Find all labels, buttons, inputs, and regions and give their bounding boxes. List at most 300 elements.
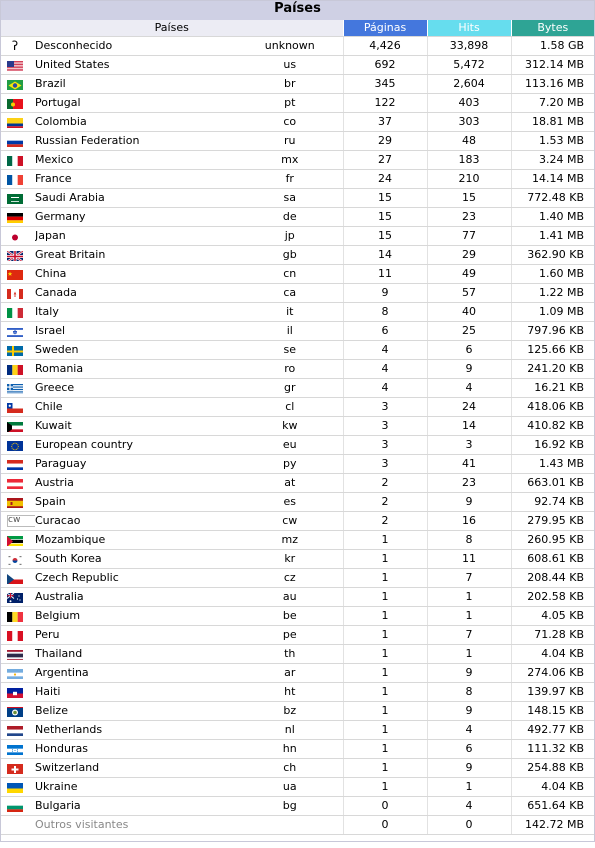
flag-bz-icon	[1, 702, 35, 721]
hits-value: 25	[427, 322, 511, 341]
pages-value: 15	[343, 189, 427, 208]
bytes-value: 260.95 KB	[511, 531, 594, 550]
pages-value: 1	[343, 664, 427, 683]
bytes-value: 608.61 KB	[511, 550, 594, 569]
flag-cn-icon	[1, 265, 35, 284]
table-row	[1, 626, 594, 645]
bytes-value: 139.97 KB	[511, 683, 594, 702]
country-code: eu	[237, 436, 343, 455]
pages-value: 8	[343, 303, 427, 322]
hits-value: 8	[427, 683, 511, 702]
hits-value: 4	[427, 797, 511, 816]
flag-pt-icon	[1, 94, 35, 113]
bytes-value: 16.21 KB	[511, 379, 594, 398]
country-name: France	[35, 170, 237, 189]
hits-value: 303	[427, 113, 511, 132]
country-name: Sweden	[35, 341, 237, 360]
pages-value: 11	[343, 265, 427, 284]
pages-value: 1	[343, 778, 427, 797]
flag-gb-icon	[1, 246, 35, 265]
flag-au-icon	[1, 588, 35, 607]
hits-value: 49	[427, 265, 511, 284]
hits-value: 9	[427, 759, 511, 778]
country-name: Australia	[35, 588, 237, 607]
country-name: Japan	[35, 227, 237, 246]
hits-value: 1	[427, 778, 511, 797]
table-row	[1, 37, 594, 56]
hits-value: 1	[427, 588, 511, 607]
table-row	[1, 113, 594, 132]
bytes-value: 92.74 KB	[511, 493, 594, 512]
country-name: Czech Republic	[35, 569, 237, 588]
table-row	[1, 417, 594, 436]
country-code: gb	[237, 246, 343, 265]
table-row	[1, 778, 594, 797]
table-row	[1, 303, 594, 322]
hits-value: 57	[427, 284, 511, 303]
country-code: at	[237, 474, 343, 493]
table-row	[1, 816, 594, 835]
hits-value: 7	[427, 626, 511, 645]
table-row	[1, 512, 594, 531]
country-code: unknown	[237, 37, 343, 56]
pages-value: 15	[343, 227, 427, 246]
pages-value: 2	[343, 474, 427, 493]
country-name: Desconhecido	[35, 37, 237, 56]
country-code: bg	[237, 797, 343, 816]
flag-jp-icon	[1, 227, 35, 246]
country-code: ar	[237, 664, 343, 683]
bytes-value: 4.04 KB	[511, 645, 594, 664]
country-code: cw	[237, 512, 343, 531]
country-name: Curacao	[35, 512, 237, 531]
country-code: de	[237, 208, 343, 227]
country-name: Portugal	[35, 94, 237, 113]
country-name: Canada	[35, 284, 237, 303]
table-row	[1, 588, 594, 607]
country-name: Romania	[35, 360, 237, 379]
country-code: pe	[237, 626, 343, 645]
country-name: Colombia	[35, 113, 237, 132]
pages-value: 2	[343, 493, 427, 512]
hits-value: 77	[427, 227, 511, 246]
country-code: kr	[237, 550, 343, 569]
country-code: cl	[237, 398, 343, 417]
country-name: Greece	[35, 379, 237, 398]
country-name: China	[35, 265, 237, 284]
country-name: Chile	[35, 398, 237, 417]
pages-value: 1	[343, 759, 427, 778]
broken-image-alt: cw	[7, 515, 35, 527]
header-countries: Países	[1, 20, 343, 37]
table-row	[1, 740, 594, 759]
country-code: nl	[237, 721, 343, 740]
header-hits: Hits	[427, 20, 511, 37]
hits-value: 4	[427, 379, 511, 398]
hits-value: 2,604	[427, 75, 511, 94]
header-row	[1, 20, 594, 37]
flag-ua-icon	[1, 778, 35, 797]
bytes-value: 14.14 MB	[511, 170, 594, 189]
flag-us-icon	[1, 56, 35, 75]
table-row	[1, 531, 594, 550]
country-code: bz	[237, 702, 343, 721]
flag-es-icon	[1, 493, 35, 512]
country-code: ua	[237, 778, 343, 797]
country-code: fr	[237, 170, 343, 189]
flag-hn-icon	[1, 740, 35, 759]
country-code: pt	[237, 94, 343, 113]
pages-value: 29	[343, 132, 427, 151]
hits-value: 8	[427, 531, 511, 550]
country-code: th	[237, 645, 343, 664]
country-name: Ukraine	[35, 778, 237, 797]
flag-pe-icon	[1, 626, 35, 645]
hits-value: 9	[427, 702, 511, 721]
bytes-value: 492.77 KB	[511, 721, 594, 740]
unknown-flag-icon: ʔ	[1, 37, 35, 56]
country-code: es	[237, 493, 343, 512]
flag-co-icon	[1, 113, 35, 132]
pages-value: 15	[343, 208, 427, 227]
pages-value: 24	[343, 170, 427, 189]
bytes-value: 3.24 MB	[511, 151, 594, 170]
country-code: kw	[237, 417, 343, 436]
bytes-value: 71.28 KB	[511, 626, 594, 645]
flag-de-icon	[1, 208, 35, 227]
hits-value: 183	[427, 151, 511, 170]
country-name: Germany	[35, 208, 237, 227]
country-code: ro	[237, 360, 343, 379]
pages-value: 27	[343, 151, 427, 170]
country-name: Austria	[35, 474, 237, 493]
bytes-value: 772.48 KB	[511, 189, 594, 208]
country-name: Netherlands	[35, 721, 237, 740]
table-row	[1, 75, 594, 94]
flag-cl-icon	[1, 398, 35, 417]
country-code: ca	[237, 284, 343, 303]
country-name: Outros visitantes	[35, 816, 237, 835]
bytes-value: 1.40 MB	[511, 208, 594, 227]
bytes-value: 18.81 MB	[511, 113, 594, 132]
flag-ro-icon	[1, 360, 35, 379]
bytes-value: 312.14 MB	[511, 56, 594, 75]
panel-title: Países	[1, 1, 594, 20]
bytes-value: 241.20 KB	[511, 360, 594, 379]
bytes-value: 1.53 MB	[511, 132, 594, 151]
country-code: it	[237, 303, 343, 322]
pages-value: 1	[343, 645, 427, 664]
country-name: Saudi Arabia	[35, 189, 237, 208]
table-row	[1, 208, 594, 227]
country-name: Belize	[35, 702, 237, 721]
table-row	[1, 797, 594, 816]
pages-value: 1	[343, 702, 427, 721]
bytes-value: 4.04 KB	[511, 778, 594, 797]
hits-value: 24	[427, 398, 511, 417]
hits-value: 4	[427, 721, 511, 740]
flag-eu-icon	[1, 436, 35, 455]
flag-be-icon	[1, 607, 35, 626]
broken-image-icon	[1, 512, 35, 531]
country-name: South Korea	[35, 550, 237, 569]
flag-at-icon	[1, 474, 35, 493]
hits-value: 16	[427, 512, 511, 531]
country-name: Switzerland	[35, 759, 237, 778]
table-row	[1, 151, 594, 170]
table-row	[1, 645, 594, 664]
flag-bg-icon	[1, 797, 35, 816]
hits-value: 23	[427, 474, 511, 493]
pages-value: 3	[343, 455, 427, 474]
flag-ru-icon	[1, 132, 35, 151]
hits-value: 40	[427, 303, 511, 322]
hits-value: 33,898	[427, 37, 511, 56]
flag-mx-icon	[1, 151, 35, 170]
flag-il-icon	[1, 322, 35, 341]
country-name: Spain	[35, 493, 237, 512]
table-row	[1, 455, 594, 474]
table-row	[1, 341, 594, 360]
pages-value: 1	[343, 740, 427, 759]
pages-value: 4	[343, 379, 427, 398]
table-row	[1, 550, 594, 569]
country-name: United States	[35, 56, 237, 75]
country-name: Mozambique	[35, 531, 237, 550]
hits-value: 1	[427, 607, 511, 626]
bytes-value: 113.16 MB	[511, 75, 594, 94]
table-row	[1, 360, 594, 379]
flag-py-icon	[1, 455, 35, 474]
country-name: Kuwait	[35, 417, 237, 436]
flag-mz-icon	[1, 531, 35, 550]
pages-value: 692	[343, 56, 427, 75]
country-name: Israel	[35, 322, 237, 341]
table-row	[1, 398, 594, 417]
pages-value: 345	[343, 75, 427, 94]
pages-value: 14	[343, 246, 427, 265]
country-code: py	[237, 455, 343, 474]
country-name: Russian Federation	[35, 132, 237, 151]
country-code: se	[237, 341, 343, 360]
country-code: ru	[237, 132, 343, 151]
table-row	[1, 474, 594, 493]
country-code: co	[237, 113, 343, 132]
bytes-value: 1.60 MB	[511, 265, 594, 284]
country-name: Brazil	[35, 75, 237, 94]
bytes-value: 142.72 MB	[511, 816, 594, 835]
hits-value: 15	[427, 189, 511, 208]
hits-value: 9	[427, 664, 511, 683]
bytes-value: 1.22 MB	[511, 284, 594, 303]
hits-value: 6	[427, 740, 511, 759]
country-name: Haiti	[35, 683, 237, 702]
country-name: Great Britain	[35, 246, 237, 265]
table-row	[1, 759, 594, 778]
hits-value: 7	[427, 569, 511, 588]
flag-kr-icon	[1, 550, 35, 569]
flag-kw-icon	[1, 417, 35, 436]
country-code: be	[237, 607, 343, 626]
pages-value: 1	[343, 683, 427, 702]
pages-value: 1	[343, 607, 427, 626]
hits-value: 1	[427, 645, 511, 664]
bytes-value: 410.82 KB	[511, 417, 594, 436]
bytes-value: 16.92 KB	[511, 436, 594, 455]
pages-value: 1	[343, 531, 427, 550]
country-name: Argentina	[35, 664, 237, 683]
bytes-value: 148.15 KB	[511, 702, 594, 721]
pages-value: 2	[343, 512, 427, 531]
bytes-value: 418.06 KB	[511, 398, 594, 417]
pages-value: 1	[343, 588, 427, 607]
flag-nl-icon	[1, 721, 35, 740]
pages-value: 1	[343, 550, 427, 569]
bytes-value: 274.06 KB	[511, 664, 594, 683]
hits-value: 403	[427, 94, 511, 113]
table-row	[1, 379, 594, 398]
pages-value: 1	[343, 569, 427, 588]
table-row	[1, 227, 594, 246]
bytes-value: 1.58 GB	[511, 37, 594, 56]
pages-value: 4	[343, 341, 427, 360]
flag-it-icon	[1, 303, 35, 322]
country-code: il	[237, 322, 343, 341]
bytes-value: 1.41 MB	[511, 227, 594, 246]
country-name: Peru	[35, 626, 237, 645]
table-row	[1, 132, 594, 151]
country-name: European country	[35, 436, 237, 455]
table-row	[1, 721, 594, 740]
table-row	[1, 284, 594, 303]
pages-value: 122	[343, 94, 427, 113]
pages-value: 0	[343, 816, 427, 835]
bytes-value: 7.20 MB	[511, 94, 594, 113]
country-code: ch	[237, 759, 343, 778]
flag-empty	[1, 816, 35, 835]
bytes-value: 4.05 KB	[511, 607, 594, 626]
country-code: hn	[237, 740, 343, 759]
table-row	[1, 94, 594, 113]
pages-value: 1	[343, 721, 427, 740]
table-row	[1, 189, 594, 208]
flag-ht-icon	[1, 683, 35, 702]
bytes-value: 279.95 KB	[511, 512, 594, 531]
hits-value: 9	[427, 360, 511, 379]
flag-gr-icon	[1, 379, 35, 398]
country-name: Italy	[35, 303, 237, 322]
country-code: mx	[237, 151, 343, 170]
flag-ca-icon	[1, 284, 35, 303]
table-row	[1, 436, 594, 455]
flag-br-icon	[1, 75, 35, 94]
bytes-value: 797.96 KB	[511, 322, 594, 341]
country-code: mz	[237, 531, 343, 550]
hits-value: 6	[427, 341, 511, 360]
header-bytes: Bytes	[511, 20, 594, 37]
flag-sa-icon	[1, 189, 35, 208]
bytes-value: 362.90 KB	[511, 246, 594, 265]
flag-fr-icon	[1, 170, 35, 189]
country-name: Mexico	[35, 151, 237, 170]
hits-value: 23	[427, 208, 511, 227]
hits-value: 5,472	[427, 56, 511, 75]
pages-value: 9	[343, 284, 427, 303]
country-name: Paraguay	[35, 455, 237, 474]
header-pages: Páginas	[343, 20, 427, 37]
flag-cz-icon	[1, 569, 35, 588]
country-code: sa	[237, 189, 343, 208]
pages-value: 4	[343, 360, 427, 379]
country-code: au	[237, 588, 343, 607]
flag-ar-icon	[1, 664, 35, 683]
pages-value: 1	[343, 626, 427, 645]
table-row	[1, 246, 594, 265]
country-name: Belgium	[35, 607, 237, 626]
hits-value: 210	[427, 170, 511, 189]
countries-table	[1, 20, 594, 835]
hits-value: 29	[427, 246, 511, 265]
table-row	[1, 493, 594, 512]
country-code	[237, 816, 343, 835]
flag-th-icon	[1, 645, 35, 664]
flag-ch-icon	[1, 759, 35, 778]
table-row	[1, 683, 594, 702]
bytes-value: 1.09 MB	[511, 303, 594, 322]
bytes-value: 111.32 KB	[511, 740, 594, 759]
hits-value: 9	[427, 493, 511, 512]
hits-value: 48	[427, 132, 511, 151]
pages-value: 37	[343, 113, 427, 132]
table-row	[1, 664, 594, 683]
table-row	[1, 170, 594, 189]
country-code: ht	[237, 683, 343, 702]
country-name: Honduras	[35, 740, 237, 759]
bytes-value: 1.43 MB	[511, 455, 594, 474]
bytes-value: 651.64 KB	[511, 797, 594, 816]
table-row	[1, 569, 594, 588]
country-code: br	[237, 75, 343, 94]
flag-se-icon	[1, 341, 35, 360]
hits-value: 14	[427, 417, 511, 436]
table-row	[1, 265, 594, 284]
country-code: gr	[237, 379, 343, 398]
pages-value: 0	[343, 797, 427, 816]
pages-value: 3	[343, 398, 427, 417]
bytes-value: 663.01 KB	[511, 474, 594, 493]
hits-value: 11	[427, 550, 511, 569]
bytes-value: 208.44 KB	[511, 569, 594, 588]
country-code: cn	[237, 265, 343, 284]
bytes-value: 202.58 KB	[511, 588, 594, 607]
country-code: cz	[237, 569, 343, 588]
country-code: jp	[237, 227, 343, 246]
country-name: Thailand	[35, 645, 237, 664]
bytes-value: 125.66 KB	[511, 341, 594, 360]
pages-value: 6	[343, 322, 427, 341]
country-name: Bulgaria	[35, 797, 237, 816]
bytes-value: 254.88 KB	[511, 759, 594, 778]
country-code: us	[237, 56, 343, 75]
table-row	[1, 322, 594, 341]
table-row	[1, 56, 594, 75]
table-row	[1, 702, 594, 721]
pages-value: 3	[343, 436, 427, 455]
pages-value: 3	[343, 417, 427, 436]
pages-value: 4,426	[343, 37, 427, 56]
hits-value: 41	[427, 455, 511, 474]
hits-value: 0	[427, 816, 511, 835]
